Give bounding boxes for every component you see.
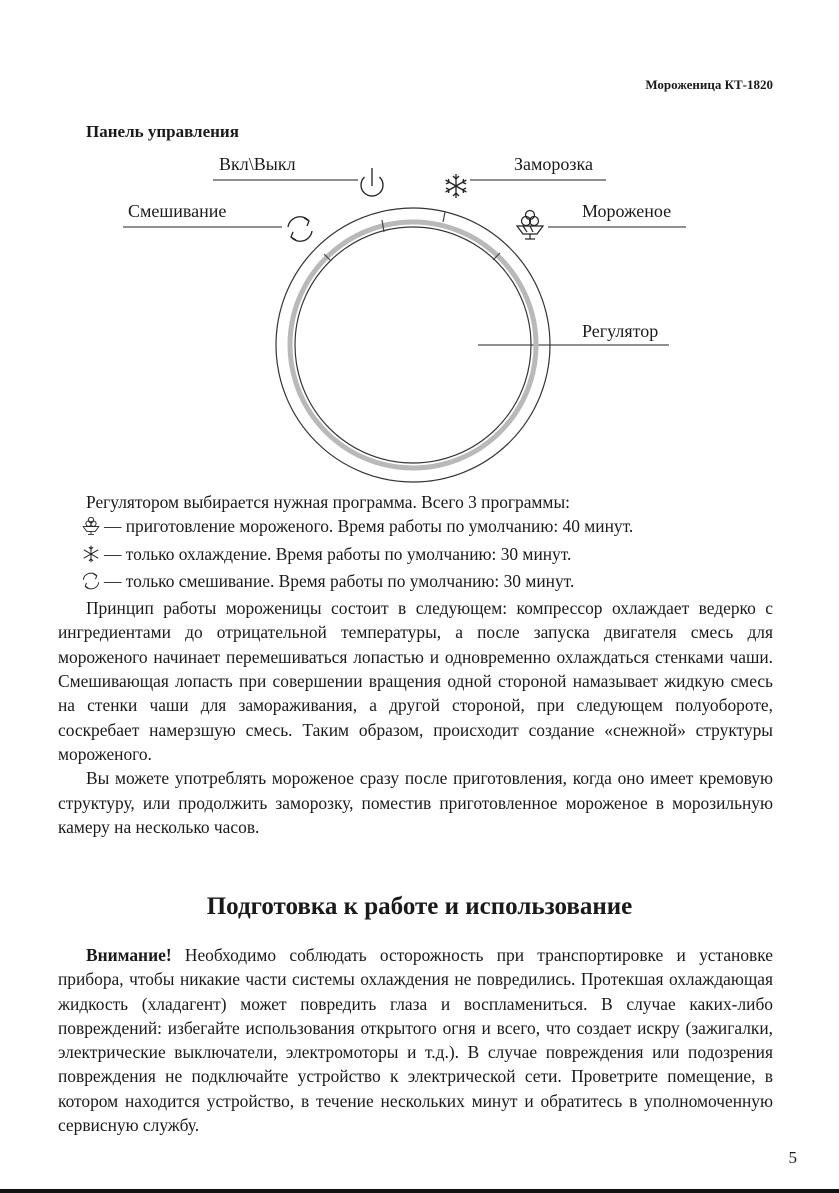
document-header-title: Мороженица КТ-1820 xyxy=(645,77,773,92)
snowflake-icon xyxy=(446,174,467,198)
control-panel-heading: Панель управления xyxy=(86,122,239,141)
ice-cream-icon xyxy=(517,211,543,240)
snowflake-icon xyxy=(82,545,104,569)
programs-intro: Регулятором выбирается нужная программа. Всего 3 программы: xyxy=(86,492,570,512)
power-label: Вкл\Выкл xyxy=(219,154,296,174)
knob-label: Регулятор xyxy=(582,321,659,341)
program-text-mix: — только смешивание. Время работы по умолчанию: 30 минут. xyxy=(104,570,575,591)
ice-cream-icon xyxy=(82,517,104,541)
program-item-icecream xyxy=(58,514,773,541)
attention-label: Внимание! xyxy=(86,945,172,965)
mix-label: Смешивание xyxy=(128,201,227,221)
page-number: 5 xyxy=(788,1148,797,1167)
principle-paragraph: Принцип работы мороженицы состоит в следующем: компрессор охлаждает ведерко с ингредиентами до отрицательной температуры, а после запуска двигателя смесь для мороженого начинает перемешиваться лопастью и одновременно охлаждаться стенками чаши. Смешивающая лопасть при совершении вращения одной стороной намазывает жидкую смесь на стенки чаши для замораживания, а другой стороной, при следующем полуобороте, соскребает намерзшую смесь. Таким образом, происходит создание «снежной» структуры мороженого. xyxy=(58,598,773,764)
usage-paragraph: Вы можете употреблять мороженое сразу после приготовления, когда оно имеет кремовую структуру, или продолжить заморозку, поместив приготовленное мороженое в морозильную камеру на несколько часов. xyxy=(58,768,773,837)
attention-text: Необходимо соблюдать осторожность при транспортировке и установке прибора, чтобы никакие части системы охлаждения не повредились. Протекшая охлаждающая жидкость (хладагент) может повредить глаза и воспламениться. В случае каких-либо повреждений: избегайте использования открытого огня и всего, что создает искру (зажигалки, электрические выключатели, электромоторы и т.д.). В случае повреждения или подозрения повреждения не подключайте устройство к электрической сети. Проветрите помещение, в котором находится устройство, в течение нескольких минут и обратитесь в уполномоченную сервисную службу. xyxy=(58,945,773,1136)
freeze-label: Заморозка xyxy=(514,154,593,174)
mix-icon xyxy=(288,217,312,241)
icecream-label: Мороженое xyxy=(582,201,672,221)
preparation-heading: Подготовка к работе и использование xyxy=(206,893,633,920)
programs-section xyxy=(58,490,773,839)
attention-paragraph xyxy=(58,943,773,1137)
control-panel-diagram xyxy=(0,0,839,500)
power-icon xyxy=(361,168,383,196)
attention-section xyxy=(58,943,773,1137)
program-item-freeze xyxy=(58,542,773,569)
program-item-mix xyxy=(58,569,773,596)
bottom-rule xyxy=(0,1189,839,1193)
program-text-icecream: — приготовление мороженого. Время работы по умолчанию: 40 минут. xyxy=(104,516,634,537)
program-text-freeze: — только охлаждение. Время работы по умолчанию: 30 минут. xyxy=(104,543,572,564)
mix-icon xyxy=(82,572,104,596)
